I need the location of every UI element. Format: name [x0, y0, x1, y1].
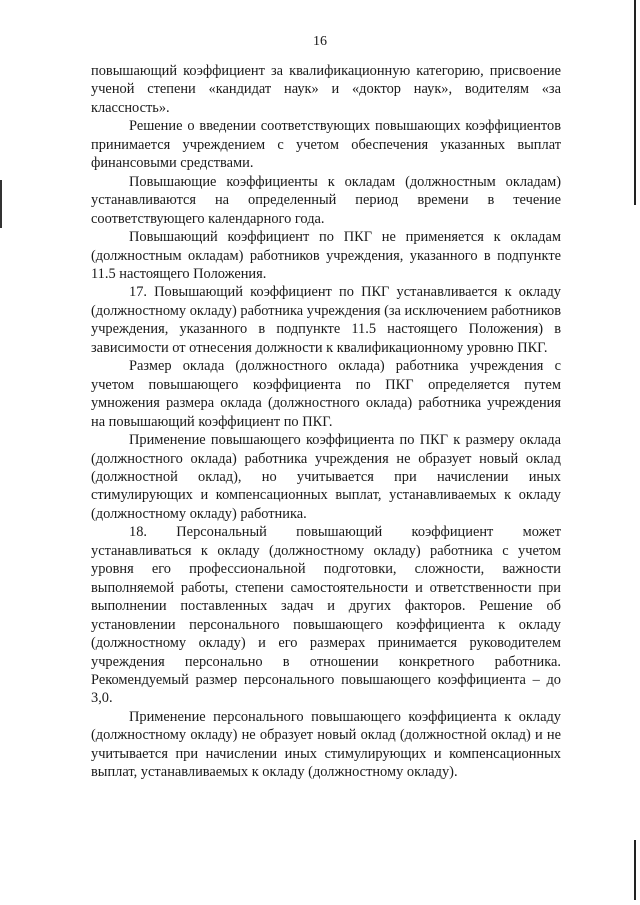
paragraph-continuation: повышающий коэффициент за квалификационную категорию, присвоение ученой степени «кандидат наук» и «доктор наук», водителям «за классность».	[91, 63, 561, 116]
paragraph-salary-calculation: Размер оклада (должностного оклада) работника учреждения с учетом повышающего коэффициента по ПКГ определяется путем умножения размера оклада (должностного оклада) работника учреждения на повышающий коэффициент по ПКГ.	[91, 358, 561, 430]
paragraph-item-17: 17. Повышающий коэффициент по ПКГ устанавливается к окладу (должностному окладу) работника учреждения (за исключением работников учреждения, указанного в подпункте 11.5 настоящего Положения) в зависимости от отнесения должности к квалификационному уровню ПКГ.	[91, 284, 561, 356]
paragraph-personal-coefficient-application: Применение персонального повышающего коэффициента к окладу (должностному окладу) не образует новый оклад (должностной оклад) и не учитывается при начислении иных стимулирующих и компенсационных выплат, устанавливаемых к окладу (должностному окладу).	[91, 708, 561, 781]
left-scan-mark	[0, 180, 2, 228]
page-number: 16	[313, 34, 327, 49]
document-body	[91, 62, 561, 782]
right-scan-mark-bottom	[634, 840, 636, 900]
paragraph-pkg-application: Применение повышающего коэффициента по ПКГ к размеру оклада (должностного оклада) работника учреждения не образует новый оклад (должностной оклад), но учитывается при начислении иных стимулирующих и компенсационных выплат, устанавливаемых к окладу (должностному окладу) работника.	[91, 432, 561, 522]
paragraph-decision-coefficients: Решение о введении соответствующих повышающих коэффициентов принимается учреждением с учетом обеспечения указанных выплат финансовыми средствами.	[91, 118, 561, 172]
paragraph-coefficients-period: Повышающие коэффициенты к окладам (должностным окладам) устанавливаются на определенный период времени в течение соответствующего календарного года.	[91, 173, 561, 227]
right-scan-mark-top	[634, 0, 636, 205]
paragraph-pkg-not-applied: Повышающий коэффициент по ПКГ не применяется к окладам (должностным окладам) работников учреждения, указанного в подпункте 11.5 настоящего Положения.	[91, 229, 561, 282]
paragraph-item-18: 18. Персональный повышающий коэффициент может устанавливаться к окладу (должностному окладу) работника с учетом уровня его профессиональной подготовки, сложности, важности выполняемой работы, степени самостоятельности и ответственности при выполнении поставленных задач и других факторов. Решение об установлении персонального повышающего коэффициента к окладу (должностному окладу) и его размерах принимается руководителем учреждения персонально в отношении конкретного работника. Рекомендуемый размер персонального повышающего коэффициента – до 3,0.	[91, 524, 561, 707]
